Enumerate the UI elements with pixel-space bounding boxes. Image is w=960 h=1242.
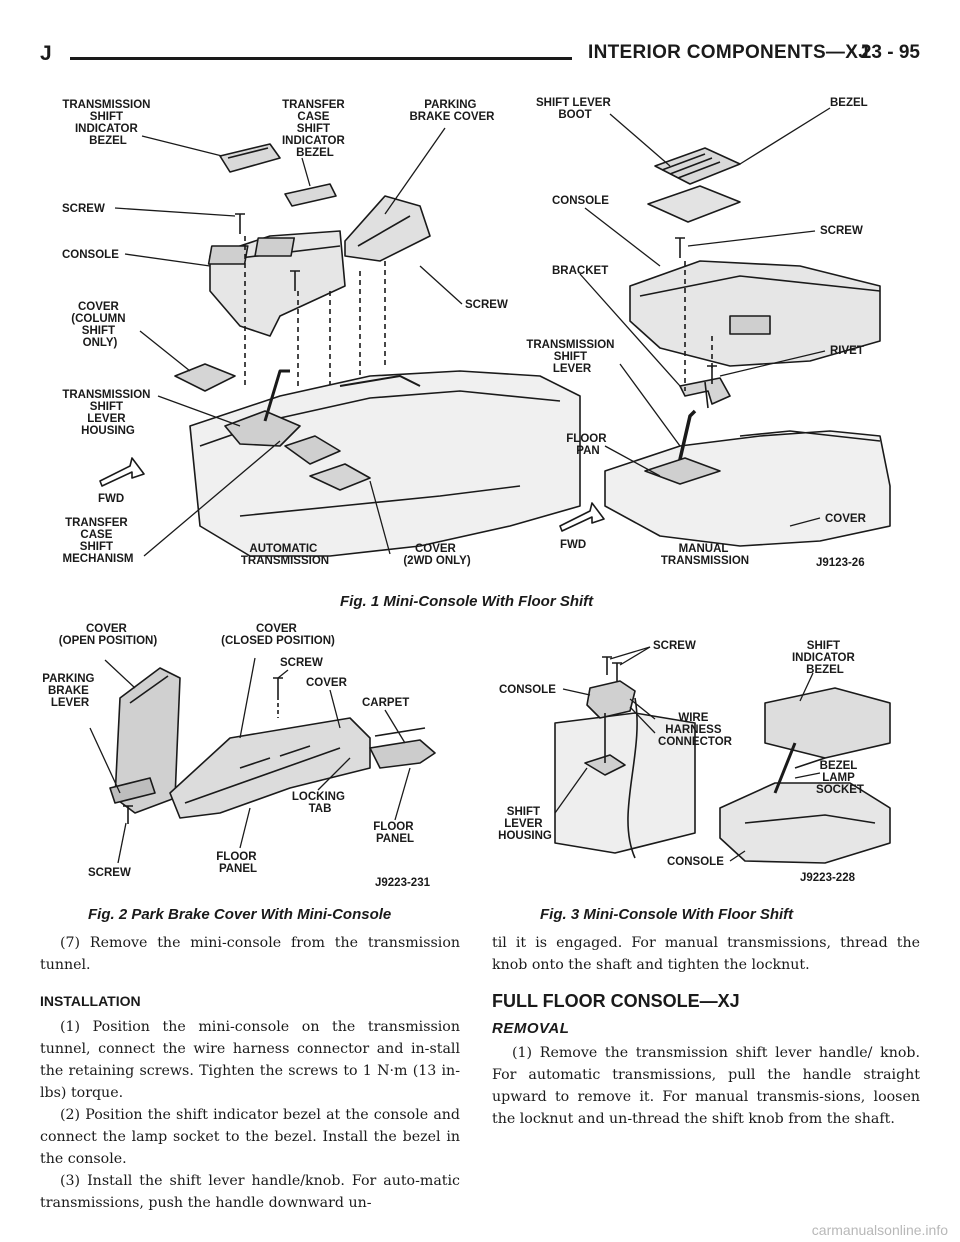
section-title: INTERIOR COMPONENTS—XJ: [588, 42, 870, 63]
figure-2-diagram: [40, 618, 460, 898]
figure-3-diagram: [495, 633, 920, 898]
text-column-right: [492, 932, 920, 1130]
label-screw-right: SCREW: [820, 225, 863, 237]
label-transfer-bezel: TRANSFER CASE SHIFT INDICATOR BEZEL: [281, 99, 345, 159]
label-screw-top: SCREW: [280, 657, 323, 669]
label-transfer-mechanism: TRANSFER CASE SHIFT MECHANISM: [62, 517, 134, 565]
section-letter: J: [40, 42, 52, 65]
label-screw-mid: SCREW: [465, 299, 508, 311]
page-header: [40, 42, 920, 70]
paragraph: (1) Position the mini-console on the transmission tunnel, connect the wire harness connector and in-stall the retaining screws. Tighten the screws to 1 N·m (13 in-lbs) torque.: [40, 1019, 460, 1101]
label-console-left: CONSOLE: [62, 249, 119, 261]
paragraph: til it is engaged. For manual transmissions, thread the knob onto the shaft and tighten the locknut.: [492, 935, 920, 973]
paragraph: (3) Install the shift lever handle/knob. For auto-matic transmissions, push the handle downward un-: [40, 1173, 460, 1211]
label-console-right: CONSOLE: [552, 195, 609, 207]
label-screw: SCREW: [653, 640, 696, 652]
label-rivet: RIVET: [830, 345, 864, 357]
removal-heading: REMOVAL: [492, 1020, 570, 1037]
label-shift-lever-boot: SHIFT LEVER BOOT: [536, 97, 611, 121]
figure-3-caption: Fig. 3 Mini-Console With Floor Shift: [540, 906, 794, 923]
label-screw-bottom: SCREW: [88, 867, 131, 879]
label-parking-brake-lever: PARKING BRAKE LEVER: [42, 673, 95, 709]
label-cover-open: COVER (OPEN POSITION): [58, 623, 158, 647]
figure-1-code: J9123-26: [816, 557, 865, 569]
label-cover-closed: COVER (CLOSED POSITION): [221, 623, 335, 647]
paragraph: (2) Position the shift indicator bezel at the console and connect the lamp socket to the bezel. Install the bezel in the console.: [40, 1107, 460, 1167]
figure-3-code: J9223-228: [800, 872, 855, 884]
label-carpet: CARPET: [362, 697, 410, 709]
figure-2-caption: Fig. 2 Park Brake Cover With Mini-Console: [88, 906, 392, 923]
label-console-bottom: CONSOLE: [667, 856, 724, 868]
label-bezel: BEZEL: [830, 97, 868, 109]
label-manual-transmission: MANUAL TRANSMISSION: [660, 543, 750, 567]
label-fwd-left: FWD: [98, 493, 125, 505]
figure-2-code: J9223-231: [375, 877, 430, 889]
paragraph: (7) Remove the mini-console from the transmission tunnel.: [40, 935, 460, 973]
label-cover: COVER: [306, 677, 347, 689]
label-bracket: BRACKET: [552, 265, 609, 277]
label-floor-panel-bottom: FLOOR PANEL: [216, 851, 258, 875]
label-lever-housing: TRANSMISSION SHIFT LEVER HOUSING: [62, 389, 151, 437]
label-automatic-transmission: AUTOMATIC TRANSMISSION: [240, 543, 330, 567]
label-fwd-right: FWD: [560, 539, 587, 551]
header-rule: [70, 57, 572, 60]
label-cover-2wd: COVER (2WD ONLY): [403, 543, 471, 567]
label-shift-lever-housing: SHIFT LEVER HOUSING: [498, 806, 552, 842]
label-floor-panel-right: FLOOR PANEL: [373, 821, 415, 845]
label-floor-pan: FLOOR PAN: [566, 433, 607, 457]
page-number: 23 - 95: [860, 42, 920, 63]
label-shift-indicator-bezel: SHIFT INDICATOR BEZEL: [791, 640, 855, 676]
figure-2-artwork: [110, 668, 435, 824]
full-floor-console-heading: FULL FLOOR CONSOLE—XJ: [492, 991, 740, 1011]
label-cover-column: COVER (COLUMN SHIFT ONLY): [71, 301, 126, 349]
installation-heading: INSTALLATION: [40, 993, 141, 1009]
label-parking-brake-cover: PARKING BRAKE COVER: [409, 99, 495, 123]
label-trans-bezel: TRANSMISSION SHIFT INDICATOR BEZEL: [62, 99, 151, 147]
watermark: carmanualsonline.info: [811, 1222, 948, 1238]
label-shift-lever: TRANSMISSION SHIFT LEVER: [526, 339, 615, 375]
label-bezel-lamp-socket: BEZEL LAMP SOCKET: [816, 760, 864, 796]
text-column-left: [40, 932, 460, 1214]
figure-1-diagram: [40, 86, 920, 586]
figure-1-caption: Fig. 1 Mini-Console With Floor Shift: [340, 593, 594, 610]
label-screw-left: SCREW: [62, 203, 105, 215]
label-locking-tab: LOCKING TAB: [291, 791, 345, 815]
paragraph: (1) Remove the transmission shift lever handle/ knob. For automatic transmissions, pull the handle straight upward to remove it. For manual transmis-sions, loosen the locknut and un-thread the shift knob from the shaft.: [492, 1045, 920, 1127]
label-cover-right: COVER: [825, 513, 866, 525]
label-wire-harness-connector: WIRE HARNESS CONNECTOR: [658, 712, 732, 748]
label-console-left: CONSOLE: [499, 684, 556, 696]
figure-1-artwork: [100, 144, 890, 556]
